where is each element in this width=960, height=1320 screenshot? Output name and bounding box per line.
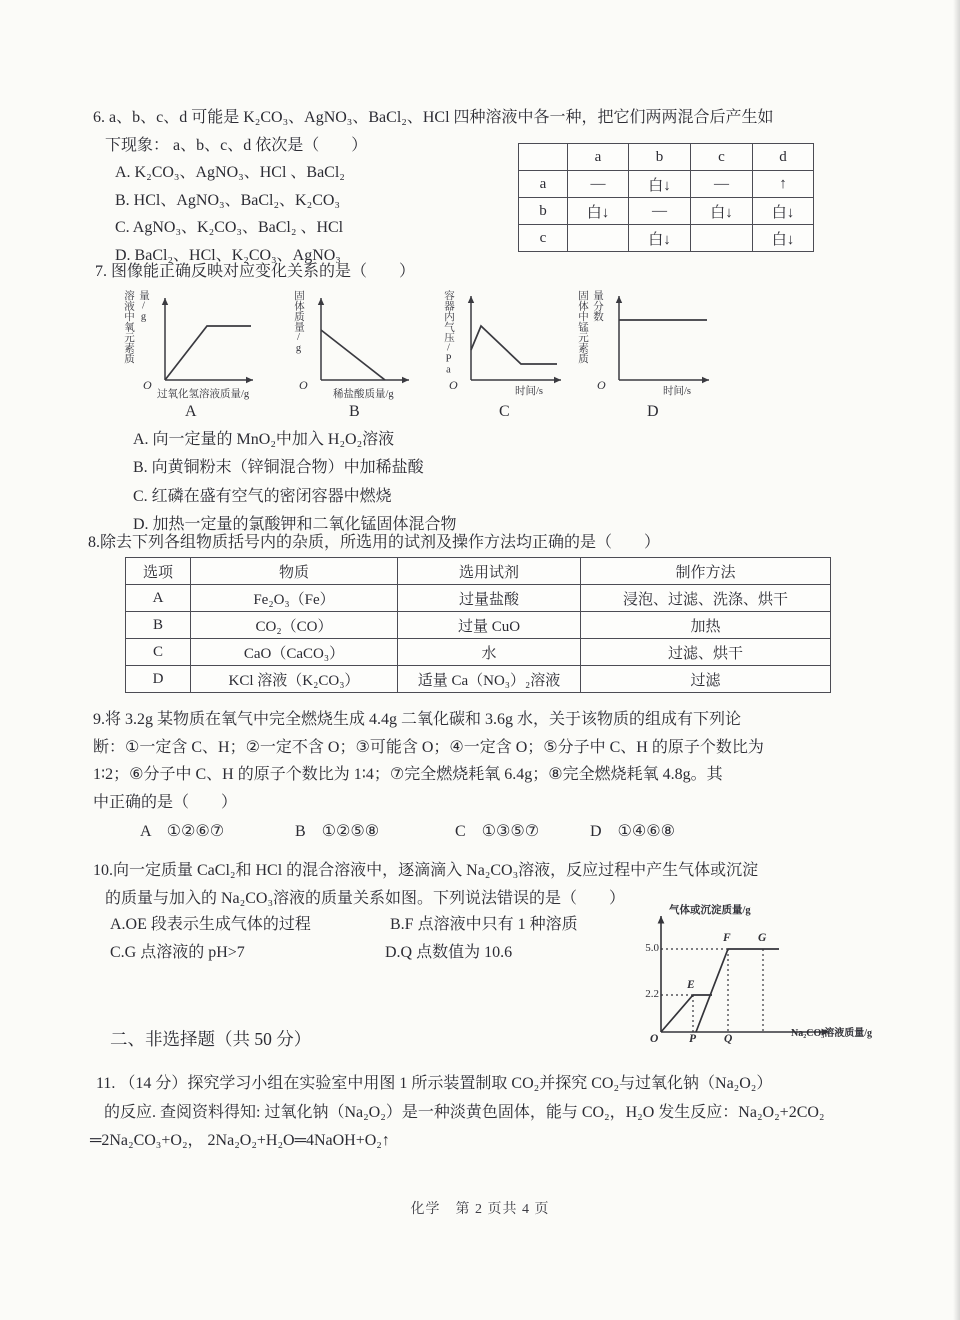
section-2-heading	[110, 1026, 510, 1056]
table-row	[126, 558, 831, 585]
table-cell: 制作方法	[581, 558, 831, 585]
table-cell: 白↓	[629, 171, 691, 198]
table-cell: 选项	[126, 558, 191, 585]
table-cell: KCl 溶液（K₂CO₃）	[191, 666, 398, 693]
q7-graph-b-ylabel: 固体质量/g	[293, 289, 304, 354]
question-6	[93, 104, 833, 264]
q7-graph-d-xlabel: 时间/s	[663, 385, 692, 397]
table-cell: —	[691, 171, 753, 198]
question-8	[88, 529, 848, 699]
table-cell: Fe₂O₃（Fe）	[191, 585, 398, 612]
table-cell: 过滤、烘干	[581, 639, 831, 666]
q10-graph-tick-22: 2.2	[645, 988, 659, 1000]
q10-graph	[633, 900, 895, 1062]
q7-graph-b	[287, 288, 445, 426]
table-row	[126, 585, 831, 612]
q9-text-line-4: 中正确的是（ ）	[93, 793, 238, 811]
q11-text-line-1: 11. （14 分）探究学习小组在实验室中用图 1 所示装置制取 CO₂并探究 CO₂与过氧化钠（Na₂O₂）	[96, 1075, 773, 1092]
q7-graph-a-ylabel: 溶液中氧元素质量/g	[123, 289, 149, 363]
q7-option-b: B. 向黄铜粉末（锌铜混合物）中加稀盐酸	[133, 459, 424, 476]
question-9	[93, 706, 873, 851]
q7-option-c: C. 红磷在盛有空气的密闭容器中燃烧	[133, 487, 392, 505]
q10-option-c: C.G 点溶液的 pH>7	[110, 944, 245, 961]
table-cell	[568, 225, 629, 252]
table-cell	[691, 225, 753, 252]
q10-graph-point-f: F	[723, 932, 731, 944]
section-2-title: 二、非选择题（共 50 分）	[110, 1029, 312, 1049]
q7-graph-b-plot	[307, 288, 419, 393]
q9-option-b: B ①②⑤⑧	[295, 823, 380, 840]
table-row	[126, 666, 831, 693]
table-cell: 选用试剂	[398, 558, 581, 585]
q6-text-line-2: 下现象： a、b、c、d 依次是（ ）	[105, 136, 368, 154]
q7-graph-c	[437, 288, 595, 426]
q9-option-d: D ①④⑥⑧	[590, 823, 675, 840]
q11-text-line-2: 的反应. 查阅资料得知: 过氧化钠（Na₂O₂）是一种淡黄色固体，能与 CO₂，H₂O 发生反应：Na₂O₂+2CO₂	[104, 1103, 825, 1121]
table-row	[126, 639, 831, 666]
table-cell: CO₂（CO）	[191, 612, 398, 639]
q7-graph-c-ylabel: 容器内气压/Pa	[443, 289, 454, 375]
table-cell: 加热	[581, 612, 831, 639]
q8-question-text: 8.除去下列各组物质括号内的杂质，所选用的试剂及操作方法均正确的是（ ）	[88, 534, 661, 551]
question-11	[90, 1070, 890, 1165]
table-cell: 白↓	[568, 198, 629, 225]
q10-graph-xlabel: Na₂CO₃溶液质量/g	[791, 1028, 872, 1039]
q9-text-line-2: 断：①一定含 C、H；②一定不含 O；③可能含 O；④一定含 O；⑤分子中 C、H 的原子个数比为	[93, 738, 764, 756]
q7-graph-b-origin: O	[299, 377, 308, 392]
q7-graph-c-letter: C	[499, 402, 510, 420]
q10-option-b: B.F 点溶液中只有 1 种溶质	[390, 916, 578, 933]
q10-graph-point-e: E	[687, 979, 695, 991]
q9-option-a: A ①②⑥⑦	[140, 823, 225, 840]
q6-option-b: B. HCl、AgNO₃、BaCl₂、K₂CO₃	[115, 191, 340, 209]
q6-option-c: C. AgNO₃、K₂CO₃、BaCl₂ 、HCl	[115, 219, 344, 236]
q7-graph-b-xlabel: 稀盐酸质量/g	[333, 388, 394, 400]
table-row	[519, 144, 814, 171]
table-cell: c	[519, 225, 568, 252]
table-cell: B	[126, 612, 191, 639]
table-cell: 白↓	[629, 225, 691, 252]
table-cell: 浸泡、过滤、洗涤、烘干	[581, 585, 831, 612]
table-cell: ↑	[753, 171, 814, 198]
table-cell: 过量 CuO	[398, 612, 581, 639]
table-row	[519, 171, 814, 198]
q6-text-line-1: 6. a、b、c、d 可能是 K₂CO₃、AgNO₃、BaCl₂、HCl 四种溶液中各一种，把它们两两混合后产生如	[93, 109, 774, 126]
q7-graph-c-origin: O	[449, 377, 458, 392]
q7-graphs-row	[95, 286, 855, 426]
q10-graph-ytitle: 气体或沉淀质量/g	[669, 905, 751, 916]
table-cell: 物质	[191, 558, 398, 585]
table-cell: b	[519, 198, 568, 225]
table-row	[126, 612, 831, 639]
q7-graph-b-letter: B	[349, 402, 360, 420]
q9-option-c: C ①③⑤⑦	[455, 823, 540, 840]
q10-graph-point-q: Q	[724, 1033, 733, 1045]
q10-text-line-2: 的质量与加入的 Na₂CO₃溶液的质量关系如图。下列说法错误的是（ ）	[105, 889, 626, 907]
table-cell: 水	[398, 639, 581, 666]
q8-purification-table	[125, 557, 831, 693]
q10-graph-point-p: P	[689, 1033, 697, 1045]
question-7	[95, 258, 855, 533]
table-cell: d	[753, 144, 814, 171]
table-row	[519, 225, 814, 252]
q10-option-d: D.Q 点数值为 10.6	[385, 944, 513, 961]
q7-graph-d-letter: D	[647, 402, 659, 420]
q10-graph-point-o: O	[650, 1033, 659, 1045]
q10-option-a: A.OE 段表示生成气体的过程	[110, 916, 311, 933]
table-cell: —	[568, 171, 629, 198]
q9-text-line-1: 9.将 3.2g 某物质在氧气中完全燃烧生成 4.4g 二氧化碳和 3.6g 水，关于该物质的组成有下列论	[93, 711, 742, 728]
table-cell: 白↓	[753, 225, 814, 252]
q7-graph-a-origin: O	[143, 377, 152, 392]
table-cell: —	[629, 198, 691, 225]
q10-graph-point-g: G	[758, 932, 767, 944]
q7-graph-a-plot	[151, 288, 263, 393]
table-cell: c	[691, 144, 753, 171]
page-footer: 化学 第 2 页共 4 页	[410, 1202, 550, 1217]
q7-question-text: 7. 图像能正确反映对应变化关系的是（ ）	[95, 263, 416, 280]
q7-graph-d-origin: O	[597, 377, 606, 392]
table-cell: A	[126, 585, 191, 612]
q7-graph-c-xlabel: 时间/s	[515, 385, 544, 397]
q7-graph-a-xlabel: 过氧化氢溶液质量/g	[157, 388, 250, 400]
q6-option-a: A. K₂CO₃、AgNO₃、HCl 、BaCl₂	[115, 164, 345, 181]
table-cell: 过滤	[581, 666, 831, 693]
q7-graph-d-plot	[605, 288, 717, 393]
q10-text-line-1: 10.向一定质量 CaCl₂和 HCl 的混合溶液中，逐滴滴入 Na₂CO₃溶液，反应过程中产生气体或沉淀	[93, 862, 759, 879]
q7-option-a: A. 向一定量的 MnO₂中加入 H₂O₂溶液	[133, 430, 395, 448]
q6-phenomena-table	[518, 143, 814, 252]
table-cell: b	[629, 144, 691, 171]
table-cell: 白↓	[753, 198, 814, 225]
table-cell: 白↓	[691, 198, 753, 225]
table-cell: a	[568, 144, 629, 171]
q10-graph-tick-5: 5.0	[645, 942, 659, 954]
q7-option-d: D. 加热一定量的氯酸钾和二氧化锰固体混合物	[133, 516, 457, 533]
q7-graph-a	[119, 288, 277, 426]
q7-graph-a-letter: A	[185, 402, 197, 420]
q9-text-line-3: 1∶2；⑥分子中 C、H 的原子个数比为 1∶4；⑦完全燃烧耗氧 6.4g；⑧完全燃烧耗氧 4.8g。其	[93, 766, 723, 783]
q11-text-line-3: ═2Na₂CO₃+O₂， 2Na₂O₂+H₂O═4NaOH+O₂↑	[90, 1132, 390, 1149]
q7-graph-d-ylabel: 固体中锰元素质量分数	[577, 289, 603, 363]
table-row	[519, 198, 814, 225]
q6-option-d: D. BaCl₂、HCl、K₂CO₃、AgNO₃	[115, 246, 341, 264]
table-cell	[519, 144, 568, 171]
table-cell: a	[519, 171, 568, 198]
table-cell: D	[126, 666, 191, 693]
table-cell: 适量 Ca（NO₃）₂溶液	[398, 666, 581, 693]
table-cell: 过量盐酸	[398, 585, 581, 612]
table-cell: CaO（CaCO₃）	[191, 639, 398, 666]
q7-graph-c-plot	[457, 288, 569, 393]
table-cell: C	[126, 639, 191, 666]
q7-graph-d	[573, 288, 731, 426]
